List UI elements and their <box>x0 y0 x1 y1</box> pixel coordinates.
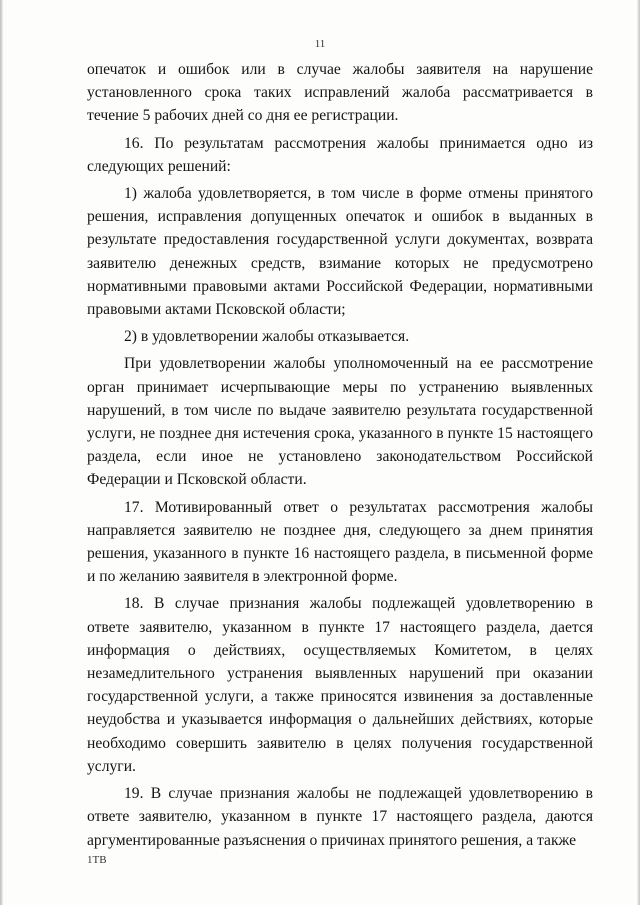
paragraph-item-17: 17. Мотивированный ответ о результатах рассмотрения жалобы направляется заявителю не позднее дня, следующего за днем принятия решения, указанного в пункте 16 настоящего раздела, в письменной форме и по желанию заявителя в электронной форме. <box>87 498 593 586</box>
paragraph-subitem-1: 1) жалоба удовлетворяется, в том числе в форме отмены принятого решения, исправления допущенных опечаток и ошибок в выданных в результате предоставления государственной услуги документах, возврата заявителю денежных средств, взимание которых не предусмотрено нормативными правовыми актами Российской Федерации, нормативными правовыми актами Псковской области; <box>87 185 593 319</box>
paragraph-item-16: 16. По результатам рассмотрения жалобы принимается одно из следующих решений: <box>87 134 593 175</box>
paragraph-item-18: 18. В случае признания жалобы подлежащей удовлетворению в ответе заявителю, указанном в пункте 17 настоящего раздела, дается информация о действиях, осуществляемых Комитетом, в целях незамедлительного устранения выявленных нарушений при оказании государственной услуги, а также приносятся извинения за доставленные неудобства и указывается информация о дальнейших действиях, которые необходимо совершить заявителю в целях получения государственной услуги. <box>87 595 593 775</box>
footer-code: 1ТВ <box>87 854 107 866</box>
paragraph-item-19: 19. В случае признания жалобы не подлежащей удовлетворению в ответе заявителю, указанном в пункте 17 настоящего раздела, даются аргументированные разъяснения о причинах принятого решения, а также <box>87 785 593 849</box>
scan-edge-left <box>0 0 3 905</box>
document-body <box>87 58 593 852</box>
paragraph-subitem-2: 2) в удовлетворении жалобы отказывается. <box>124 328 410 346</box>
paragraph-satisfaction-measures: При удовлетворении жалобы уполномоченный на ее рассмотрение орган принимает исчерпывающие меры по устранению выявленных нарушений, в том числе по выдаче заявителю результата государственной услуги, не позднее дня истечения срока, указанного в пункте 15 настоящего раздела, если иное не установлено законодательством Российской Федерации и Псковской области. <box>87 355 593 489</box>
paragraph-continuation: опечаток и ошибок или в случае жалобы заявителя на нарушение установленного срока таких исправлений жалоба рассматривается в течение 5 рабочих дней со дня ее регистрации. <box>87 61 593 125</box>
page-number: 11 <box>314 38 326 50</box>
